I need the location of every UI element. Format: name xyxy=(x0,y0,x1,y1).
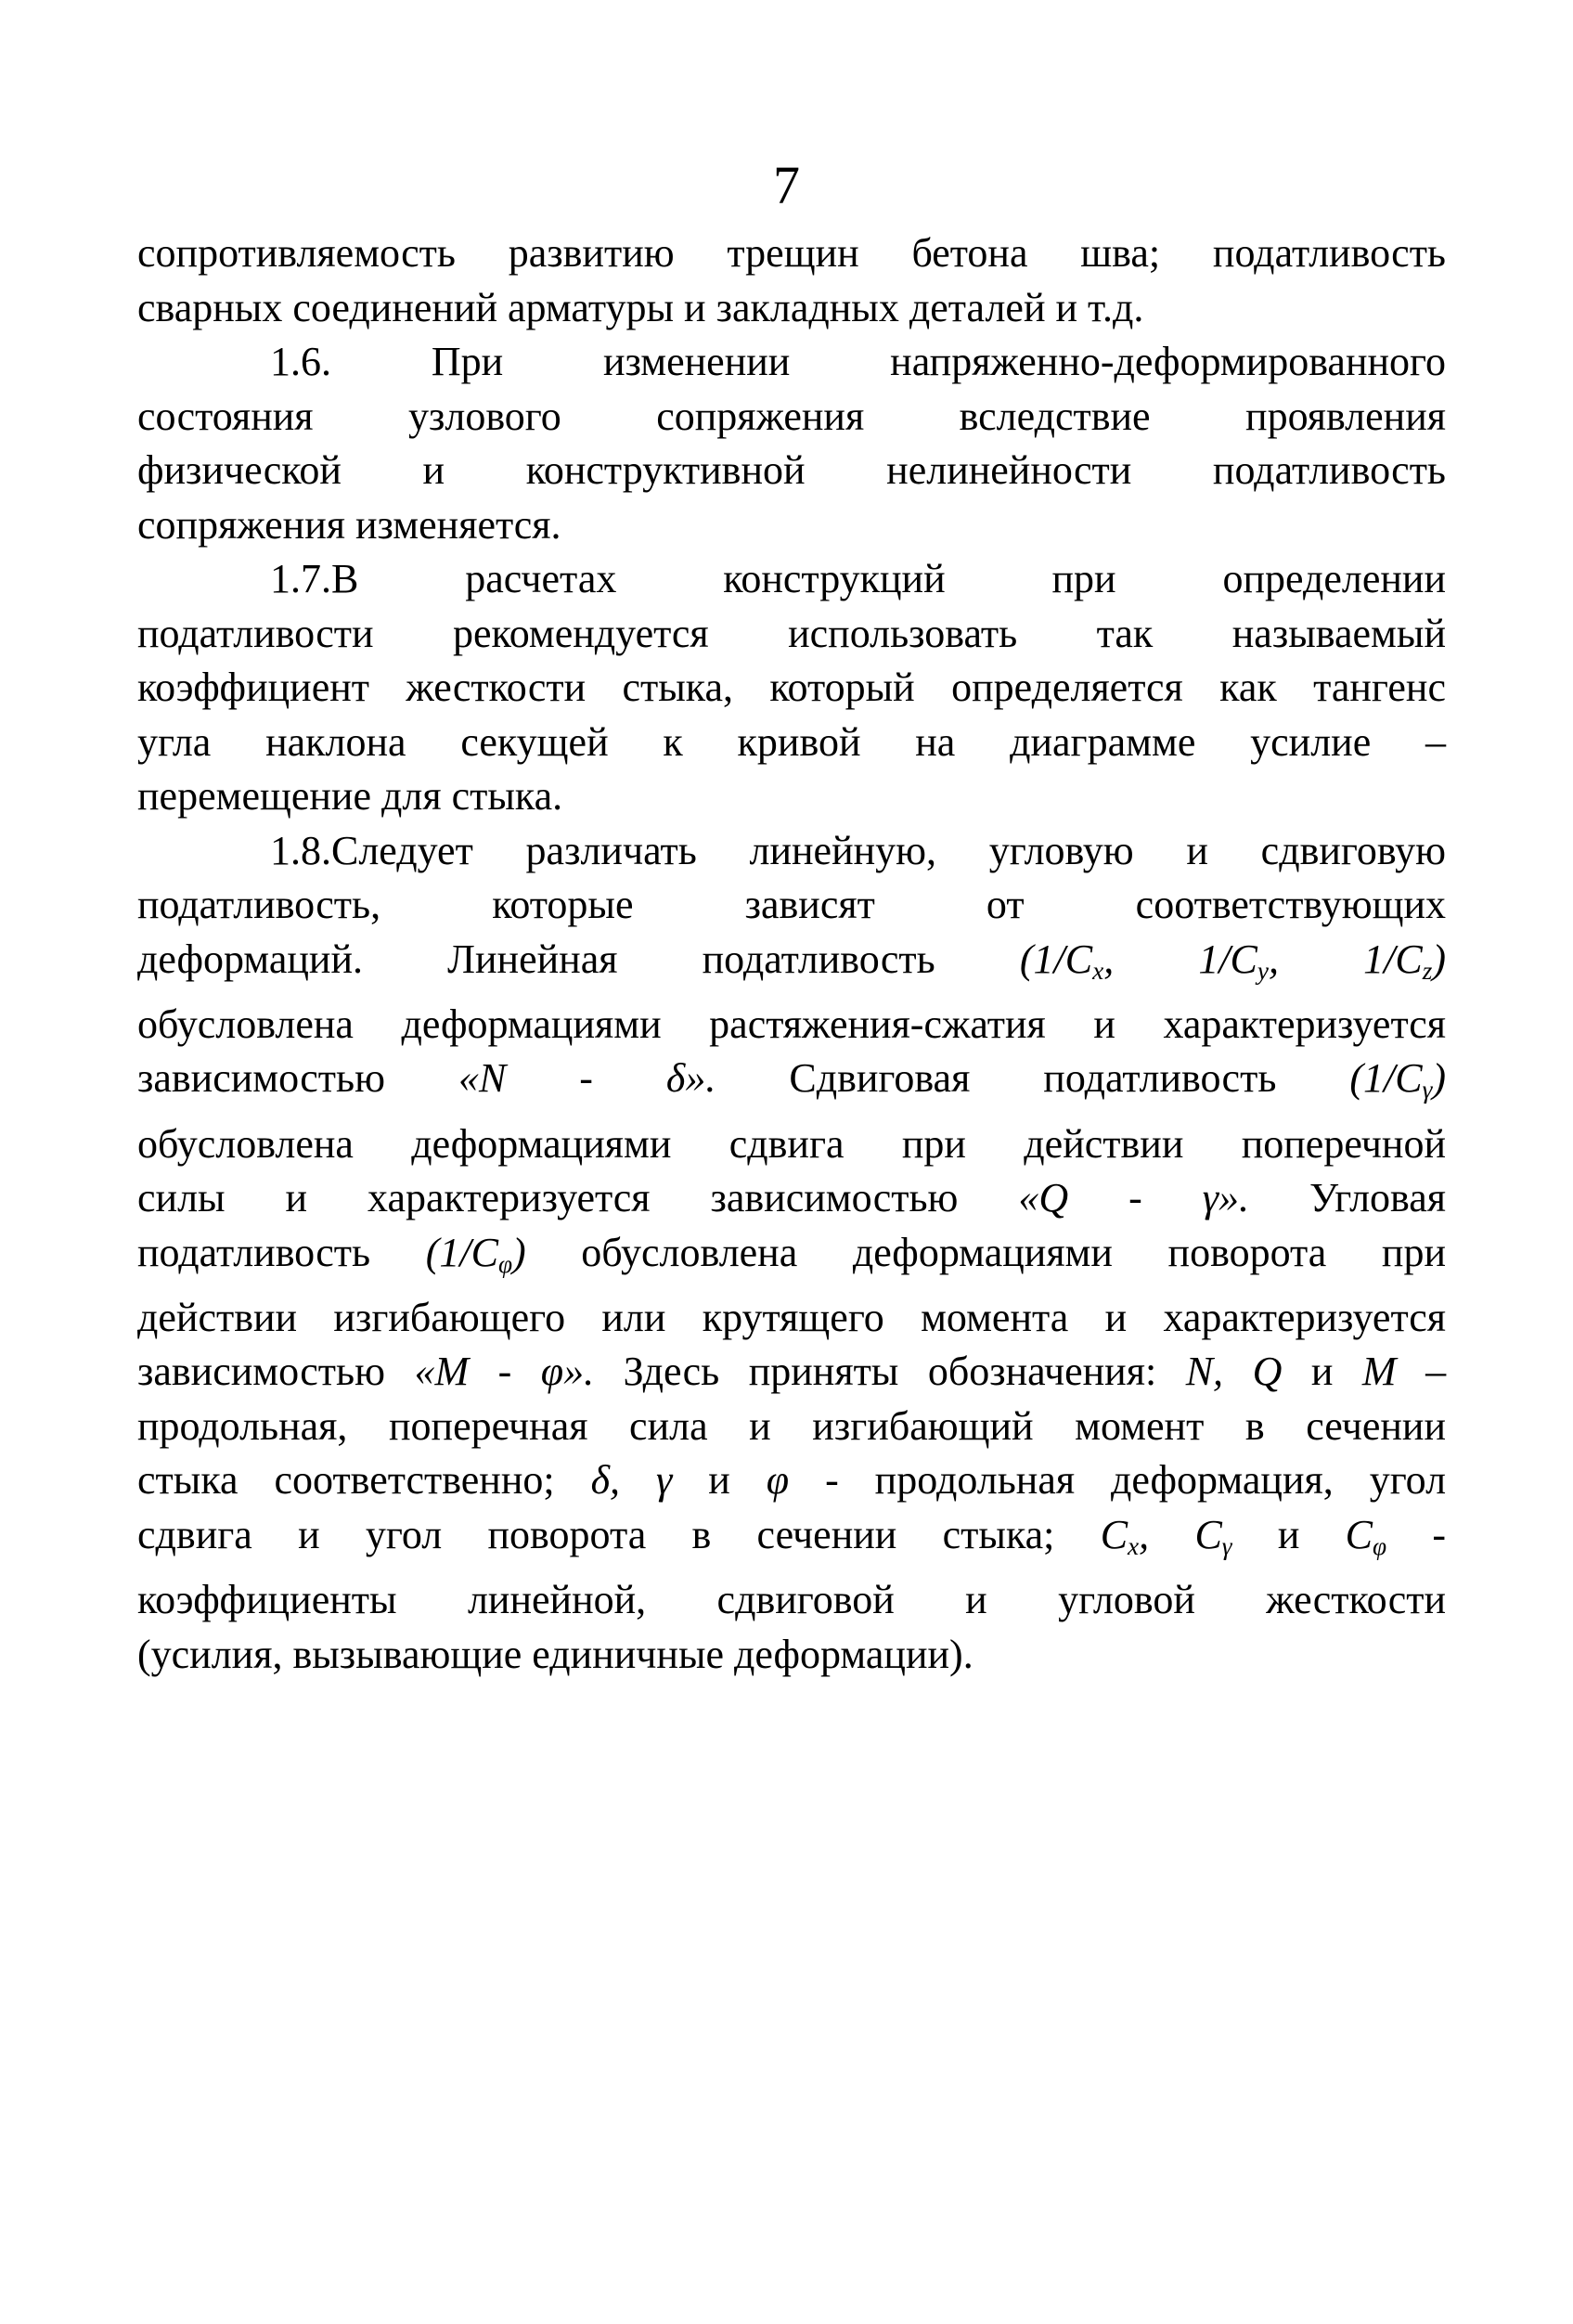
text-segment: - xyxy=(1432,1511,1447,1557)
text-segment: Сдвиговая податливость xyxy=(789,1055,1277,1102)
paragraph-1-8-line xyxy=(137,1453,1446,1508)
text-segment: силы и характеризуется зависимостью xyxy=(137,1175,959,1221)
paragraph-1-8-line: обусловлена деформациями растяжения-сжатия и характеризуется xyxy=(137,1001,1446,1047)
paragraph-1-7-line: коэффициент жесткости стыка, который определяется как тангенс xyxy=(137,665,1446,710)
text-segment: податливость xyxy=(137,1229,371,1275)
paragraph-1-7-line: 1.7.В расчетах конструкций при определении xyxy=(270,556,1446,601)
formula: $(1/C_\gamma)$ xyxy=(1349,1055,1447,1104)
paragraph-1-8-line xyxy=(137,1052,1446,1117)
paragraph-1-7-line: угла наклона секущей к кривой на диаграмме усилие – xyxy=(137,718,1446,765)
symbol: $C_\varphi$ xyxy=(1345,1511,1387,1560)
paragraph-1-6-line: 1.6. При изменении напряженно-деформированного xyxy=(270,339,1446,384)
paragraph-1-8-line xyxy=(137,933,1446,998)
paragraph-1-8-line: (усилия, вызывающие единичные деформации). xyxy=(137,1631,973,1677)
text-segment: зависимостью xyxy=(137,1055,385,1102)
symbol: N, xyxy=(1185,1349,1224,1395)
text-segment: обусловлена деформациями поворота при xyxy=(581,1229,1446,1275)
formula: «Q - γ». xyxy=(1018,1175,1250,1221)
text-segment: – xyxy=(1425,1349,1447,1395)
paragraph-1-8-line: обусловлена деформациями сдвига при действии поперечной xyxy=(137,1120,1446,1167)
formula: $(1/C_\varphi)$ xyxy=(425,1229,526,1278)
symbol: δ, xyxy=(590,1457,621,1504)
text-segment: деформаций. Линейная податливость xyxy=(137,936,935,982)
paragraph-1-8-line: действии изгибающего или крутящего момента и характеризуется xyxy=(137,1294,1446,1340)
text-segment: стыка соответственно; xyxy=(137,1457,555,1504)
text-segment: зависимостью xyxy=(137,1349,385,1395)
paragraph-1-6-line: состояния узлового сопряжения вследствие проявления xyxy=(137,393,1446,439)
paragraph-1-6-line: физической и конструктивной нелинейности податливость xyxy=(137,447,1446,493)
text-segment: и xyxy=(708,1457,730,1504)
paragraph-1-8-line xyxy=(137,1508,1446,1573)
symbol: M xyxy=(1361,1349,1397,1395)
paragraph-1-8-line: коэффициенты линейной, сдвиговой и угловой жесткости xyxy=(137,1577,1446,1623)
formula: «M - φ». xyxy=(414,1349,595,1395)
paragraph-1-6-line: сопряжения изменяется. xyxy=(137,501,561,548)
text-segment: Угловая xyxy=(1309,1175,1447,1221)
text-line: сопротивляемость развитию трещин бетона шва; податливость xyxy=(137,230,1446,276)
paragraph-1-7-line: перемещение для стыка. xyxy=(137,773,563,819)
text-segment: сдвига и угол поворота в сечении стыка; xyxy=(137,1511,1055,1557)
paragraph-1-8-line: продольная, поперечная сила и изгибающий момент в сечении xyxy=(137,1402,1446,1449)
formula: «N - δ». xyxy=(458,1055,716,1102)
page-number: 7 xyxy=(773,155,800,215)
symbol: Q xyxy=(1252,1349,1283,1395)
paragraph-1-8-line xyxy=(137,1226,1446,1291)
paragraph-1-7-line: податливости рекомендуется использовать так называемый xyxy=(137,610,1446,656)
body-text xyxy=(137,226,1446,1682)
symbol: φ xyxy=(766,1457,790,1504)
text-segment: и xyxy=(1310,1349,1334,1395)
formula: ($1/C_x$, $1/C_y$, $1/C_z$) xyxy=(1019,936,1447,985)
paragraph-1-8-line xyxy=(137,1345,1446,1400)
text-segment: - продольная деформация, угол xyxy=(825,1457,1447,1504)
text-segment: и xyxy=(1277,1511,1300,1557)
symbol: $C_\gamma$ xyxy=(1194,1511,1232,1560)
symbol: $C_x$, xyxy=(1100,1511,1150,1560)
text-line: сварных соединений арматуры и закладных деталей и т.д. xyxy=(137,284,1144,330)
paragraph-1-8-line: податливость, которые зависят от соответствующих xyxy=(137,882,1446,927)
paragraph-1-8-line xyxy=(137,1171,1446,1226)
symbol: γ xyxy=(655,1457,673,1504)
text-segment: Здесь приняты обозначения: xyxy=(623,1349,1157,1395)
paragraph-1-8-line: 1.8.Следует различать линейную, угловую и сдвиговую xyxy=(270,827,1446,873)
